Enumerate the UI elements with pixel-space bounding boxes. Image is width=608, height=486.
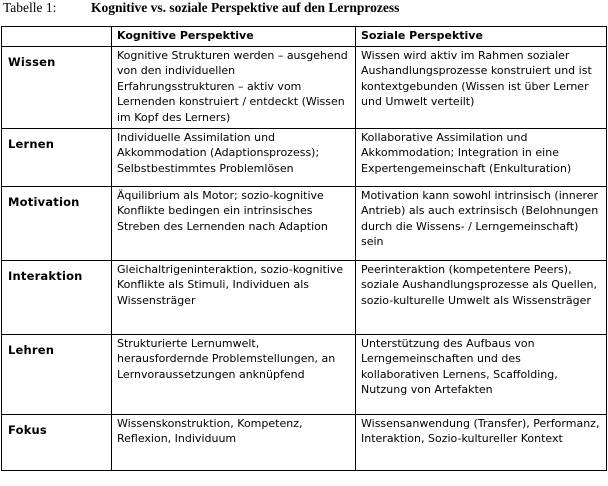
cell-sozial: Peerinteraktion (kompetentere Peers), soziale Aushandlungsprozesse als Quellen, sozio-kulturelle Umwelt als Wissensträger bbox=[356, 260, 607, 334]
cell-kognitiv: Äquilibrium als Motor; sozio-kognitive Konflikte bedingen ein intrinsisches Streben des Lernenden nach Adaption bbox=[112, 186, 356, 260]
table-row bbox=[2, 128, 607, 186]
table-row bbox=[2, 46, 607, 128]
cell-sozial: Wissensanwendung (Transfer), Performanz, Interaktion, Sozio-kultureller Kontext bbox=[356, 414, 607, 470]
row-label: Lernen bbox=[2, 128, 112, 186]
table-header-row bbox=[2, 27, 607, 47]
row-label: Wissen bbox=[2, 46, 112, 128]
cell-kognitiv: Individuelle Assimilation und Akkommodation (Adaptionsprozess); Selbstbestimmtes Problemlösen bbox=[112, 128, 356, 186]
caption-label: Tabelle 1: bbox=[3, 0, 57, 15]
cell-sozial: Kollaborative Assimilation und Akkommodation; Integration in eine Expertengemeinschaft (Enkulturation) bbox=[356, 128, 607, 186]
cell-sozial: Motivation kann sowohl intrinsisch (innerer Antrieb) als auch extrinsisch (Belohnungen durch die Wissens- / Lerngemeinschaft) sein bbox=[356, 186, 607, 260]
table-row bbox=[2, 260, 607, 334]
row-label: Interaktion bbox=[2, 260, 112, 334]
row-label: Fokus bbox=[2, 414, 112, 470]
cell-kognitiv: Strukturierte Lernumwelt, herausfordernde Problemstellungen, an Lernvoraussetzungen anknüpfend bbox=[112, 334, 356, 414]
row-label: Lehren bbox=[2, 334, 112, 414]
table-row bbox=[2, 186, 607, 260]
cell-kognitiv: Gleichaltrigeninteraktion, sozio-kognitive Konflikte als Stimuli, Individuen als Wissensträger bbox=[112, 260, 356, 334]
comparison-table bbox=[1, 26, 607, 471]
cell-kognitiv: Wissenskonstruktion, Kompetenz, Reflexion, Individuum bbox=[112, 414, 356, 470]
cell-sozial: Unterstützung des Aufbaus von Lerngemeinschaften und des kollaborativen Lernens, Scaffolding, Nutzung von Artefakten bbox=[356, 334, 607, 414]
table-row bbox=[2, 334, 607, 414]
table-row bbox=[2, 414, 607, 470]
caption-title: Kognitive vs. soziale Perspektive auf den Lernprozess bbox=[91, 0, 400, 15]
row-label: Motivation bbox=[2, 186, 112, 260]
cell-sozial: Wissen wird aktiv im Rahmen sozialer Aushandlungsprozesse konstruiert und ist kontextgebunden (Wissen ist über Lerner und Umwelt verteilt) bbox=[356, 46, 607, 128]
header-soziale: Soziale Perspektive bbox=[356, 27, 607, 47]
header-empty bbox=[2, 27, 112, 47]
cell-kognitiv: Kognitive Strukturen werden – ausgehend von den individuellen Erfahrungsstrukturen – aktiv vom Lernenden konstruiert / entdeckt (Wissen im Kopf des Lerners) bbox=[112, 46, 356, 128]
table-caption bbox=[3, 0, 399, 18]
header-kognitive: Kognitive Perspektive bbox=[112, 27, 356, 47]
